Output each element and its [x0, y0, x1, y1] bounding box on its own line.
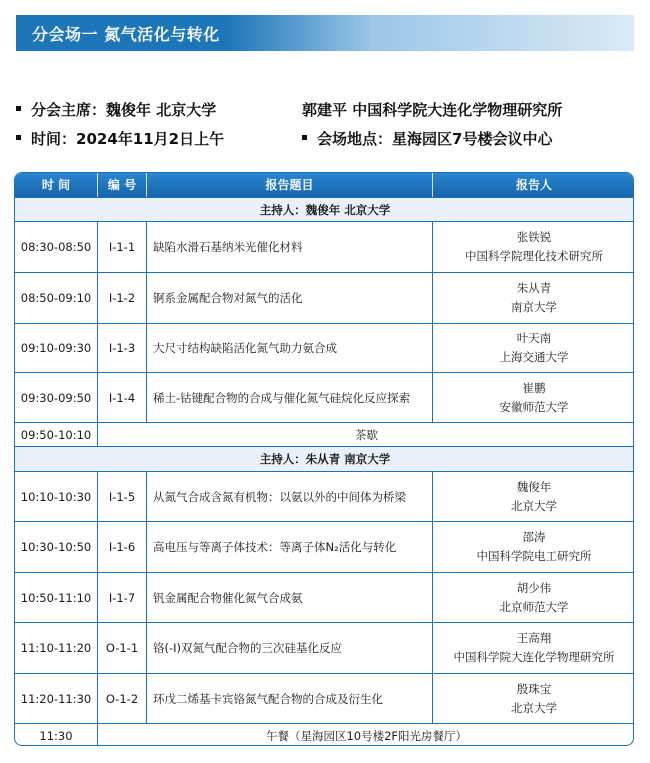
chair-secondary: 郭建平 中国科学院大连化学物理研究所: [302, 101, 563, 119]
row-code: I-1-4: [97, 373, 146, 422]
venue-label: 会场地点：: [317, 130, 393, 148]
row-speaker: [432, 273, 634, 323]
row-code: O-1-2: [97, 674, 146, 723]
session-title: 分会场一 氮气活化与转化: [32, 25, 220, 44]
chair-label: 分会主席：: [31, 101, 107, 119]
row-code: I-1-5: [97, 472, 146, 521]
row-speaker: [432, 522, 634, 572]
table-row: [15, 673, 634, 723]
chair-primary: 魏俊年 北京大学: [106, 101, 217, 119]
row-speaker: [432, 472, 634, 521]
host-text: 主持人：朱从青 南京大学: [259, 452, 391, 466]
speaker-name: 王高翔: [516, 631, 552, 645]
row-title: 大尺寸结构缺陷活化氮气助力氨合成: [146, 324, 432, 372]
host-row: [15, 197, 634, 221]
table-header: [15, 173, 634, 197]
host-text: 主持人：魏俊年 北京大学: [259, 202, 391, 217]
row-code: I-1-2: [97, 273, 146, 323]
row-time: 08:50-09:10: [20, 291, 92, 305]
table-row: [15, 572, 634, 622]
row-title: 稀土-钴键配合物的合成与催化氮气硅烷化反应探索: [146, 373, 432, 422]
time-value: 2024年11月2日上午: [76, 130, 225, 148]
row-title: 铬(-I)双氮气配合物的三次硅基化反应: [146, 623, 432, 673]
row-time: 11:10-11:20: [20, 641, 92, 655]
bullet-icon: [302, 135, 307, 140]
schedule-table: [14, 172, 634, 746]
table-row: [15, 521, 634, 572]
row-time: 11:20-11:30: [20, 691, 92, 706]
time-label: 时间：: [31, 130, 77, 148]
row-code: I-1-6: [97, 522, 146, 572]
row-title: 缺陷水滑石基纳米光催化材料: [146, 222, 432, 272]
speaker-affiliation: 安徽师范大学: [499, 399, 569, 414]
bullet-icon: [16, 106, 21, 111]
speaker-name: 朱从青: [516, 281, 552, 295]
chair-line: [16, 99, 216, 120]
speaker-affiliation: 中国科学院电工研究所: [476, 549, 592, 563]
table-row: [15, 471, 634, 521]
speaker-name: 殷珠宝: [516, 681, 552, 696]
break-row: [15, 422, 634, 446]
break-text: 午餐（星海园区10号楼2F阳光房餐厅）: [97, 724, 634, 746]
row-speaker: [432, 674, 634, 723]
break-text: 茶歇: [97, 423, 634, 446]
header-title: 报告题目: [265, 178, 314, 192]
time-line: [16, 128, 224, 149]
row-code: I-1-3: [97, 324, 146, 372]
table-row: [15, 272, 634, 323]
row-code: O-1-1: [97, 623, 146, 673]
break-row: [15, 723, 634, 746]
row-time: 10:30-10:50: [20, 540, 92, 554]
speaker-name: 魏俊年: [516, 479, 552, 494]
speaker-affiliation: 中国科学院理化技术研究所: [465, 249, 603, 263]
bullet-icon: [16, 135, 21, 140]
table-row: [15, 372, 634, 422]
row-time: 10:50-11:10: [20, 590, 92, 605]
row-time: 09:10-09:30: [20, 341, 92, 355]
speaker-affiliation: 上海交通大学: [499, 350, 569, 364]
row-title: 高电压与等离子体技术：等离子体N₂活化与转化: [146, 522, 432, 572]
row-time: 10:10-10:30: [20, 489, 92, 504]
speaker-affiliation: 南京大学: [511, 300, 557, 314]
table-row: [15, 323, 634, 372]
header-speaker: 报告人: [515, 178, 552, 192]
header-code: 编 号: [107, 178, 137, 192]
row-time: 09:50-10:10: [20, 427, 92, 442]
row-speaker: [432, 222, 634, 272]
row-time: 11:30: [39, 728, 73, 743]
speaker-affiliation: 北京大学: [511, 700, 557, 715]
speaker-affiliation: 北京大学: [511, 498, 557, 513]
speaker-affiliation: 北京师范大学: [499, 599, 569, 614]
row-code: I-1-1: [97, 222, 146, 272]
speaker-affiliation: 中国科学院大连化学物理研究所: [453, 650, 615, 664]
venue-line: [302, 128, 552, 149]
row-title: 从氮气合成含氮有机物：以氨以外的中间体为桥梁: [146, 472, 432, 521]
session-banner: [16, 15, 634, 51]
speaker-name: 崔鹏: [522, 380, 546, 395]
row-speaker: [432, 573, 634, 622]
table-row: [15, 221, 634, 272]
row-time: 08:30-08:50: [20, 240, 92, 254]
row-title: 锕系金属配合物对氮气的活化: [146, 273, 432, 323]
host-row: [15, 446, 634, 471]
row-title: 环戊二烯基卡宾铬氮气配合物的合成及衍生化: [146, 674, 432, 723]
header-time: 时 间: [41, 178, 71, 192]
speaker-name: 张铁锐: [516, 230, 552, 244]
speaker-name: 叶天南: [516, 331, 552, 345]
speaker-name: 邵涛: [522, 530, 546, 544]
row-time: 09:30-09:50: [20, 390, 92, 405]
row-speaker: [432, 373, 634, 422]
speaker-name: 胡少伟: [516, 580, 552, 595]
row-speaker: [432, 324, 634, 372]
table-row: [15, 622, 634, 673]
row-code: I-1-7: [97, 573, 146, 622]
venue-value: 星海园区7号楼会议中心: [392, 130, 553, 148]
row-speaker: [432, 623, 634, 673]
row-title: 钒金属配合物催化氮气合成氨: [146, 573, 432, 622]
